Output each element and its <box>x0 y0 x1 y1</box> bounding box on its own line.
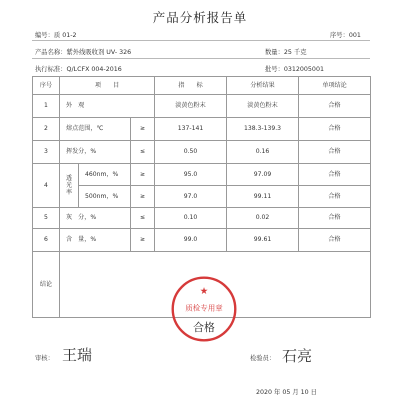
product-name <box>35 47 131 56</box>
row-result: 99.61 <box>227 229 299 252</box>
row-item: 灰 分，% <box>60 208 131 229</box>
row-item: 外 观 <box>60 95 155 118</box>
serial-number <box>330 30 361 39</box>
quantity <box>265 47 307 56</box>
row-spec: 0.10 <box>155 208 227 229</box>
header-spec: 指 标 <box>155 77 227 95</box>
row-item: 熔点范围，℃ <box>60 118 131 141</box>
serial-value: 001 <box>348 32 361 39</box>
quantity-value: 25 千克 <box>283 49 307 56</box>
table-row <box>33 229 371 252</box>
table-header-row <box>33 77 371 95</box>
header-no: 序号 <box>33 77 60 95</box>
inspector-signature: 石亮 <box>282 347 313 365</box>
row-conclusion: 合格 <box>299 164 371 186</box>
reviewer-label: 审核： <box>35 355 54 362</box>
row-no: 3 <box>33 141 60 164</box>
stamp-inner-text: 质检专用章 <box>185 303 223 313</box>
product-divider <box>32 58 370 59</box>
header-item: 项 目 <box>60 77 155 95</box>
row-no: 6 <box>33 229 60 252</box>
table-row <box>33 164 371 186</box>
table-row <box>33 208 371 229</box>
row-result: 0.16 <box>227 141 299 164</box>
serial-label: 序号： <box>330 32 349 39</box>
row-conclusion: 合格 <box>299 208 371 229</box>
row-spec: 淡黄色粉末 <box>155 95 227 118</box>
batch-label: 批号： <box>265 66 284 73</box>
header-divider <box>32 40 370 41</box>
row-no: 5 <box>33 208 60 229</box>
row-result: 138.3-139.3 <box>227 118 299 141</box>
table-row <box>33 118 371 141</box>
row-spec: 97.0 <box>155 186 227 208</box>
row-result: 0.02 <box>227 208 299 229</box>
row-item: 挥发分，% <box>60 141 131 164</box>
row-subitem: 500nm，% <box>79 186 131 208</box>
batch-value: 0312005001 <box>283 66 324 73</box>
doc-number-label: 编号： <box>35 32 54 39</box>
header-conclusion: 单项结论 <box>299 77 371 95</box>
table-row <box>33 95 371 118</box>
row-operator: ≥ <box>131 186 155 208</box>
conclusion-label: 结论 <box>33 252 60 318</box>
inspection-stamp <box>170 275 238 343</box>
quantity-label: 数量： <box>265 49 284 56</box>
doc-number <box>35 30 76 39</box>
row-conclusion: 合格 <box>299 141 371 164</box>
reviewer-signature: 王瑞 <box>62 346 93 364</box>
row-operator: ≤ <box>131 208 155 229</box>
row-spec: 0.50 <box>155 141 227 164</box>
row-operator: ≥ <box>131 229 155 252</box>
row-operator: ≤ <box>131 141 155 164</box>
stamp-star-icon: ★ <box>199 286 209 298</box>
standard <box>35 64 122 73</box>
batch-number <box>265 64 324 73</box>
doc-number-value: 质 01-2 <box>53 32 77 39</box>
row-conclusion: 合格 <box>299 95 371 118</box>
table-row <box>33 141 371 164</box>
row-result: 97.09 <box>227 164 299 186</box>
row-spec: 99.0 <box>155 229 227 252</box>
product-label: 产品名称： <box>35 49 67 56</box>
row-operator: ≥ <box>131 164 155 186</box>
inspector-label: 检验员： <box>250 355 276 362</box>
header-result: 分析结果 <box>227 77 299 95</box>
row-group-label: 透 光 率 <box>60 164 79 208</box>
row-no: 4 <box>33 164 60 208</box>
standard-label: 执行标准： <box>35 66 67 73</box>
row-subitem: 460nm，% <box>79 164 131 186</box>
row-conclusion: 合格 <box>299 186 371 208</box>
table-row <box>33 186 371 208</box>
report-date: 2020 年 05 月 10 日 <box>256 389 317 396</box>
report-title: 产品分析报告单 <box>152 10 248 25</box>
row-item: 含 量，% <box>60 229 131 252</box>
row-operator: ≥ <box>131 118 155 141</box>
row-spec: 137-141 <box>155 118 227 141</box>
row-no: 2 <box>33 118 60 141</box>
product-value: 紫外线吸收剂 UV- 326 <box>66 49 132 56</box>
row-result: 淡黄色粉末 <box>227 95 299 118</box>
row-no: 1 <box>33 95 60 118</box>
standard-value: Q/LCFX 004-2016 <box>66 66 122 73</box>
row-conclusion: 合格 <box>299 229 371 252</box>
row-result: 99.11 <box>227 186 299 208</box>
row-spec: 95.0 <box>155 164 227 186</box>
stamp-pass-text: 合格 <box>193 320 215 334</box>
row-conclusion: 合格 <box>299 118 371 141</box>
